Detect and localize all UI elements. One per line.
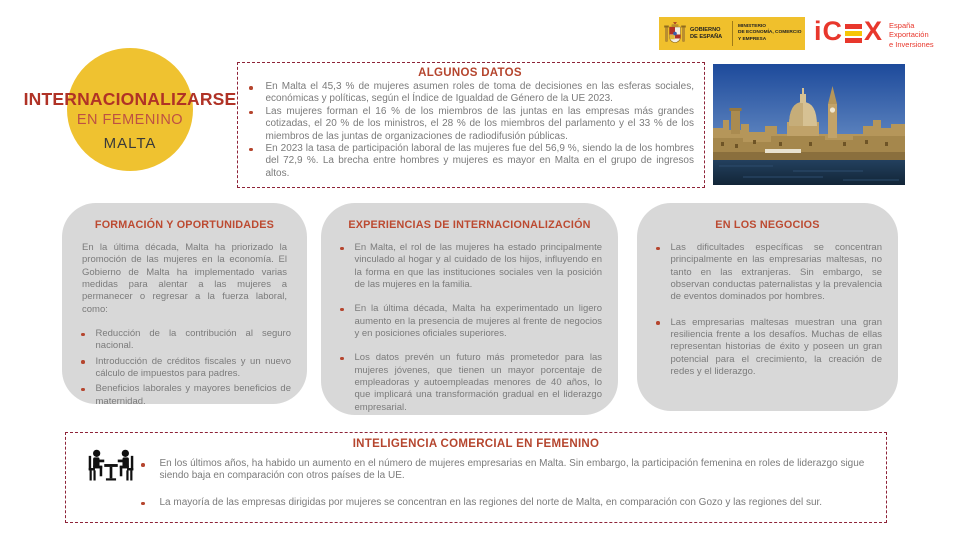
ministry-line3: Y EMPRESA <box>738 36 767 42</box>
list-item <box>246 143 694 180</box>
bullet-icon <box>141 463 145 467</box>
card-title: EXPERIENCIAS DE INTERNACIONALIZACIÓN <box>348 219 591 231</box>
list-item <box>78 328 291 353</box>
list-item-text: En la última década, Malta ha experimentado un ligero aumento en la presencia de mujeres al frente de negocios y en posiciones oficiales superiores. <box>354 303 602 340</box>
gobierno-line1: GOBIERNO <box>690 26 721 33</box>
bullet-icon <box>340 357 344 361</box>
brand-country: MALTA <box>103 135 157 153</box>
list-item <box>337 242 602 291</box>
brand-subtitle: EN FEMENINO <box>76 112 184 129</box>
list-item-text: La mayoría de las empresas dirigidas por mujeres se concentran en las regiones del norte de Malta, en comparación con Gozo y las regiones del sur. <box>159 496 823 508</box>
bullet-icon <box>249 148 253 152</box>
bullet-icon <box>656 321 660 325</box>
spain-coat-of-arms-icon <box>663 21 687 47</box>
ministry-line1: MINISTERIO <box>738 24 766 30</box>
icex-e-bar-bottom <box>845 38 862 43</box>
gobierno-logo <box>659 17 805 50</box>
icex-tagline-2: Exportación <box>889 30 929 40</box>
list-item <box>138 458 872 483</box>
card-body <box>337 242 602 414</box>
icex-letters-ic: iC <box>814 16 843 46</box>
list-item <box>337 303 602 340</box>
gobierno-label <box>690 27 722 41</box>
inteligencia-comercial-box <box>65 432 887 523</box>
bullet-icon <box>340 247 344 251</box>
card-en-los-negocios <box>637 203 898 411</box>
list-item-text: Las empresarias maltesas muestran una gran resiliencia frente a los desafíos. Muchas de ellas representan historias de éxito y poseen un gran potencial para el crecimiento, la creación de redes y el liderazgo. <box>670 316 882 378</box>
card-intro: En la última década, Malta ha priorizado la promoción de las mujeres en la economía. El Gobierno de Malta ha implementado varias medidas para alentar a las mujeres a permanecer o regresar a la fuerza laboral, como: <box>82 242 287 315</box>
icex-e-bar-top <box>845 24 862 29</box>
bullet-icon <box>340 308 344 312</box>
list-item <box>246 106 694 143</box>
brand-block <box>8 90 252 152</box>
algunos-datos-box <box>237 62 705 188</box>
list-item-text: Reducción de la contribución al seguro nacional. <box>95 328 291 352</box>
valletta-skyline-illustration <box>713 64 905 185</box>
gobierno-left <box>659 21 732 47</box>
list-item-text: En 2023 la tasa de participación laboral de las mujeres fue del 56,9 %, siendo la de los hombres del 72,9 %. La brecha entre hombres y mujeres es mayor en Malta en el grupo de ingresos altos. <box>265 142 694 179</box>
list-item-text: Las dificultades específicas se concentran principalmente en las empresarias maltesas, no tanto en las extranjeras. Sin embargo, se observan conductas paternalistas y la prevalencia de eventos dominados por hombres. <box>670 242 882 303</box>
meeting-table-icon <box>84 446 138 493</box>
list-item-text: En Malta, el rol de las mujeres ha estado principalmente vinculado al hogar y al cuidado de los hijos, influyendo en la forma en que las instituciones sociales ven la posición de las mujeres en la familia. <box>354 242 602 291</box>
icex-wordmark <box>814 16 884 46</box>
card-body <box>653 242 882 378</box>
card-title: FORMACIÓN Y OPORTUNIDADES <box>94 219 275 231</box>
bullet-icon <box>656 247 660 251</box>
list-item-text: En los últimos años, ha habido un aumento en el número de mujeres empresarias en Malta. Sin embargo, la participación femenina en roles de liderazgo sigue siendo baja en comparación con otros países de la UE. <box>159 458 865 482</box>
list-item <box>78 383 291 408</box>
bullet-icon <box>249 86 253 90</box>
ministry-line2: DE ECONOMÍA, COMERCIO <box>738 30 802 36</box>
card-title: EN LOS NEGOCIOS <box>715 219 820 231</box>
card-formacion-y-oportunidades <box>62 203 307 407</box>
malta-valletta-photo <box>713 64 905 185</box>
bullet-icon <box>81 333 85 337</box>
gobierno-line2: DE ESPAÑA <box>690 33 723 40</box>
bullet-icon <box>81 360 85 364</box>
list-item-text: Introducción de créditos fiscales y un nuevo cálculo de impuestos para padres. <box>95 355 291 380</box>
list-item <box>653 242 882 304</box>
icex-tagline-3: e Inversiones <box>889 39 934 49</box>
list-item <box>246 81 694 106</box>
list-item-text: Los datos prevén un futuro más prometedor para las mujeres jóvenes, que tienen un mayor porcentaje de empleadoras y autoempleadas menores de 40 años, lo que implicará una transformación gradual en el liderazgo empresarial. <box>354 352 602 413</box>
icex-e-bar-mid <box>845 31 862 36</box>
list-item-text: Las mujeres forman el 16 % de los miembros de las juntas en las empresas más grandes cotizadas, el 20 % de los ministros, el 28 % de los miembros del parlamento y el 33 % de los miembros de las juntas de organizaciones de radiodifusión públicas. <box>265 105 694 142</box>
inteligencia-bullet-list <box>138 458 872 509</box>
icex-letter-x: X <box>864 16 884 46</box>
algunos-datos-title: ALGUNOS DATOS <box>418 67 522 79</box>
list-item-text: Beneficios laborales y mayores beneficios de maternidad. <box>95 383 291 407</box>
ministry-label <box>733 24 801 43</box>
brand-title: INTERNACIONALIZARSE <box>23 89 237 109</box>
icex-e-bars-icon <box>845 24 862 43</box>
icex-logo <box>814 16 934 49</box>
bullet-icon <box>81 388 85 392</box>
list-item <box>78 356 291 381</box>
list-item-text: En Malta el 45,3 % de mujeres asumen roles de toma de decisiones en las esferas sociales, económicas y políticas, según el Índice de Igualdad de Género de la UE 2023. <box>265 81 694 105</box>
bullet-icon <box>249 111 253 115</box>
card-experiencias-de-internacionalizacion <box>321 203 618 415</box>
bullet-icon <box>141 502 145 506</box>
icex-tagline-1: España <box>889 21 915 30</box>
list-item <box>653 317 882 379</box>
card-bullet-list <box>78 328 291 408</box>
inteligencia-title: INTELIGENCIA COMERCIAL EN FEMENINO <box>352 438 600 450</box>
card-body <box>78 242 291 408</box>
list-item <box>337 352 602 414</box>
icex-tagline <box>889 20 934 49</box>
list-item <box>138 497 872 509</box>
